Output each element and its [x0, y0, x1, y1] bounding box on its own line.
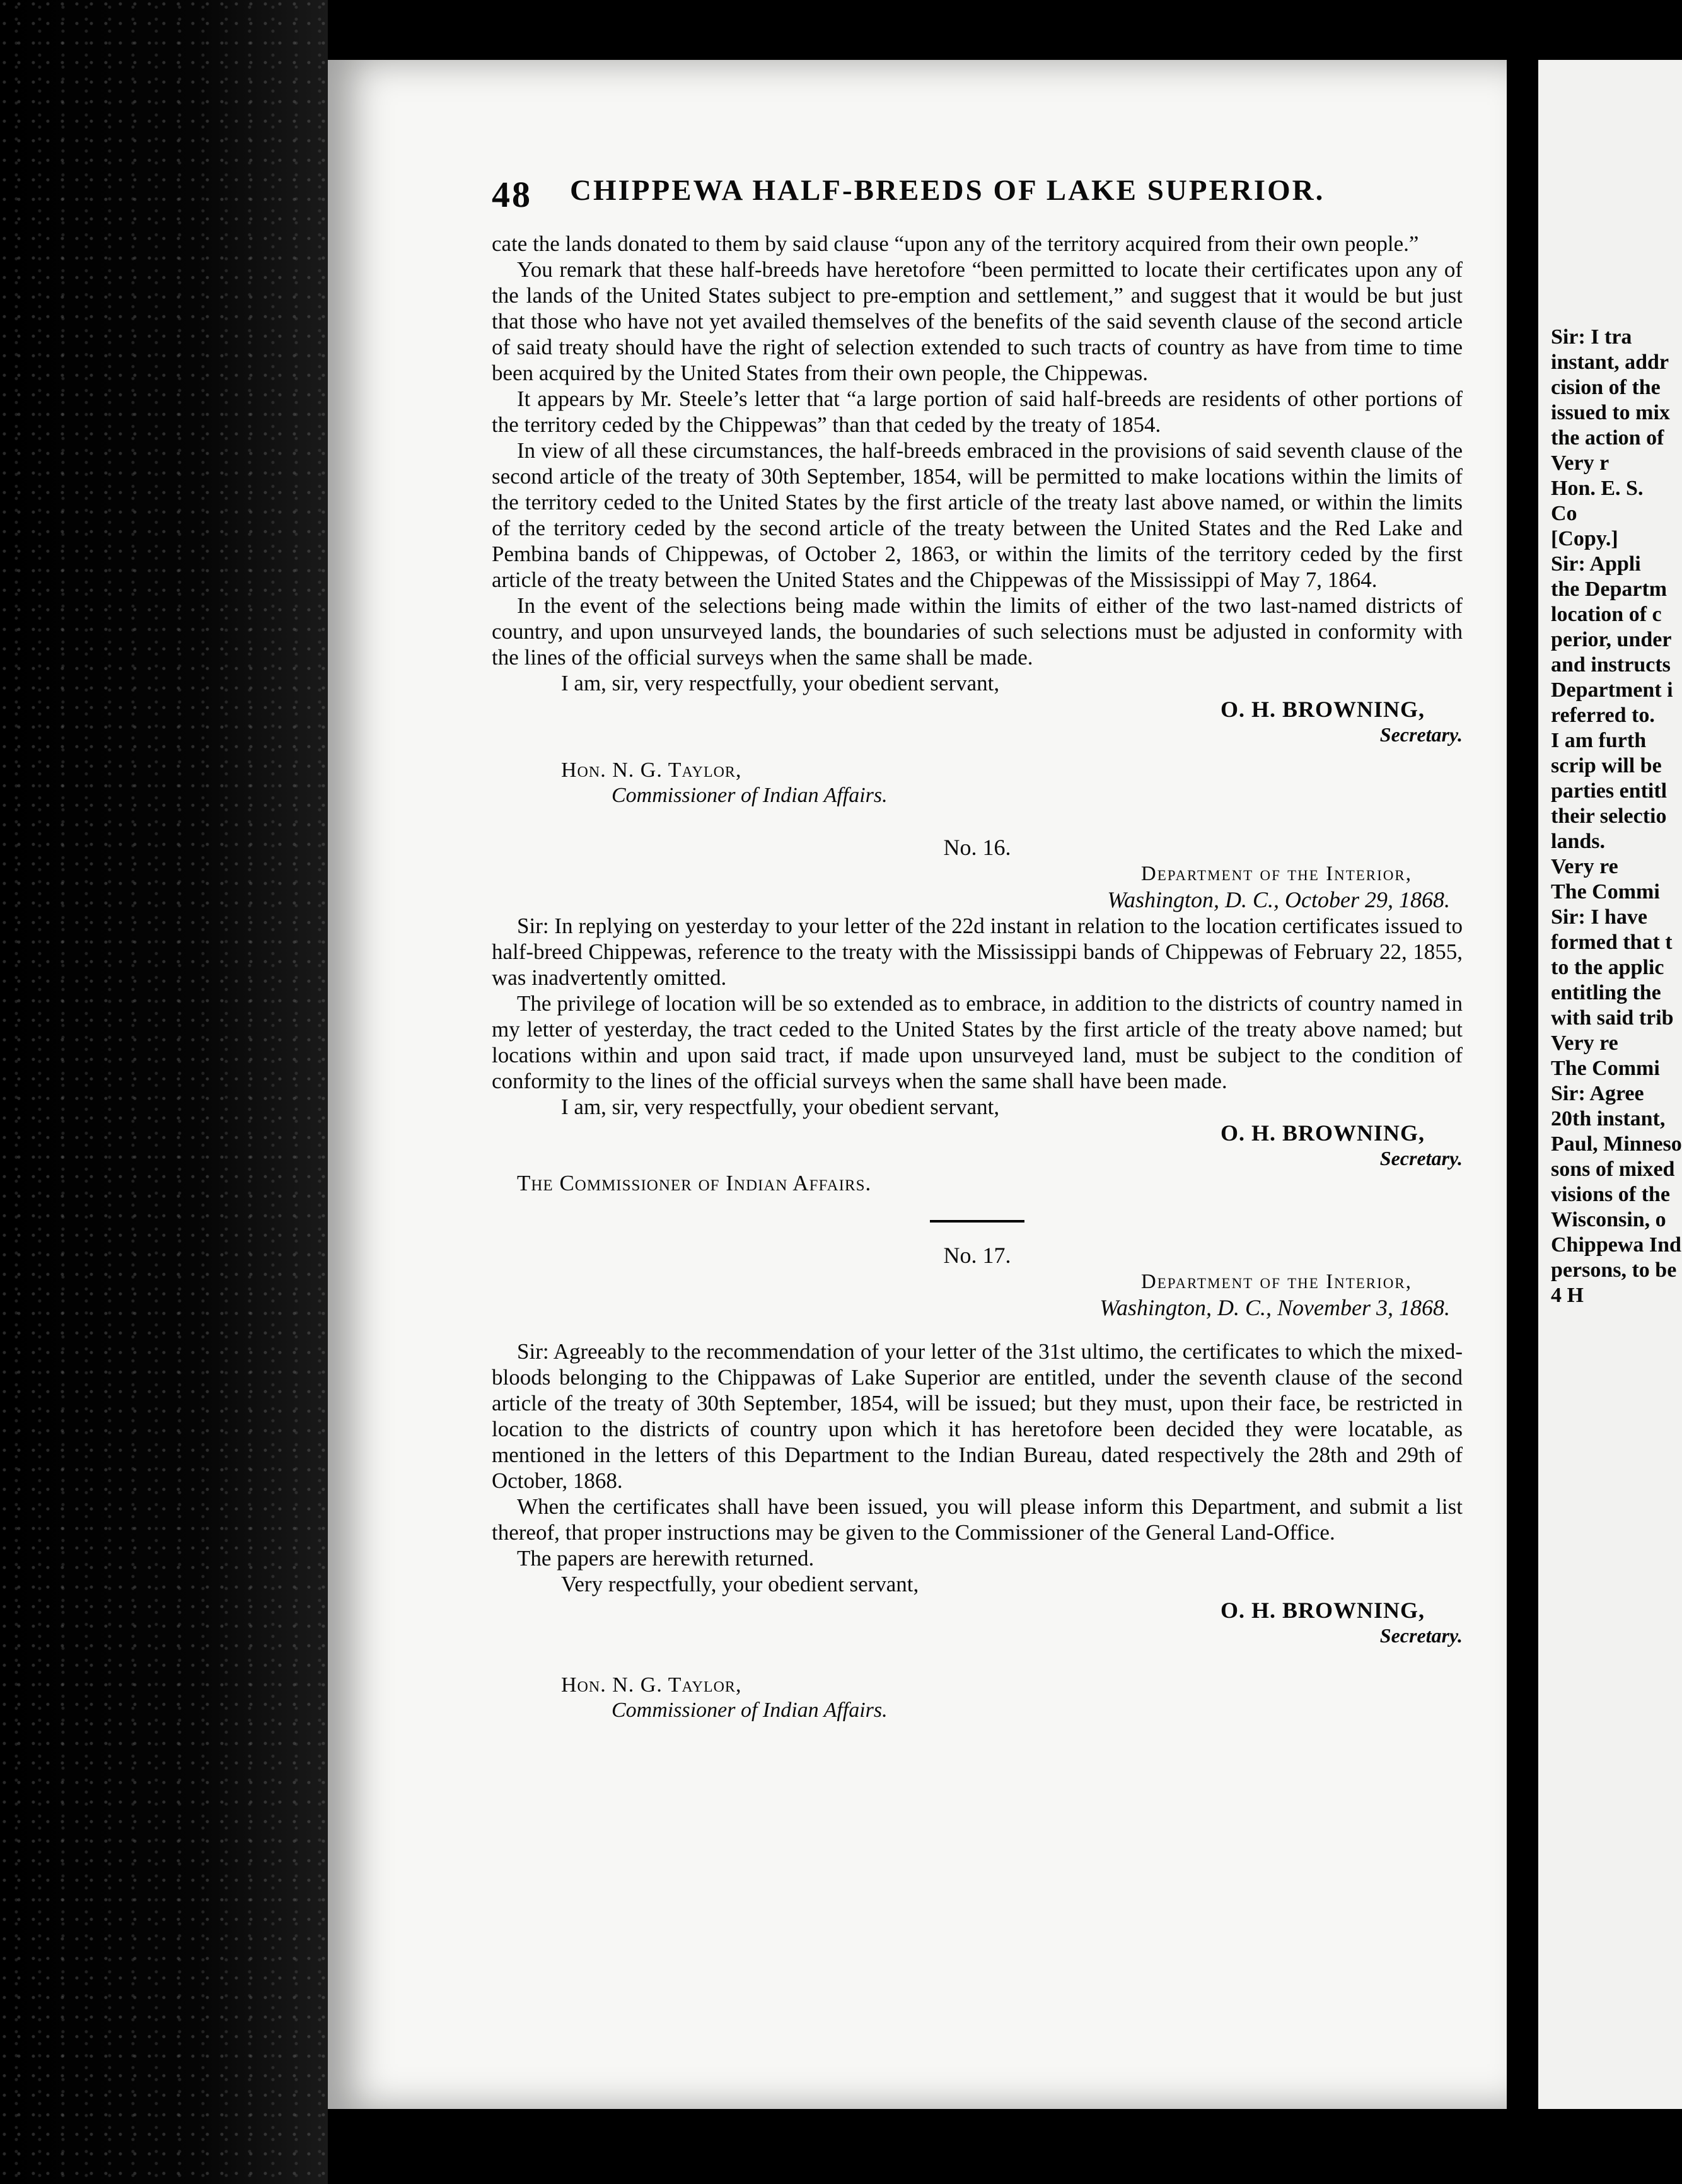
facing-page-line: entitling the	[1551, 981, 1661, 1004]
letter15-paragraph: cate the lands donated to them by said clause “upon any of the territory acquired from their own people.”	[492, 231, 1419, 256]
facing-page-line: Very re	[1551, 855, 1618, 878]
addressee-name: Hon. N. G. Taylor,	[561, 758, 742, 782]
letter16-closing: I am, sir, very respectfully, your obedient servant,	[561, 1095, 1000, 1119]
letter16-addressee: The Commissioner of Indian Affairs.	[517, 1171, 872, 1195]
letter16-department: Department of the Interior,	[1140, 863, 1412, 885]
running-header	[492, 173, 1463, 216]
facing-page-line: Sir: I tra	[1551, 325, 1632, 349]
page-number: 48	[492, 174, 532, 215]
facing-page-line: with said trib	[1551, 1006, 1674, 1030]
letter15-paragraph: It appears by Mr. Steele’s letter that “a large portion of said half-breeds are residents of other portions of the territory ceded by the Chippewas” than that ceded by the treaty of 1854.	[492, 386, 1463, 437]
facing-page-line: perior, under	[1551, 628, 1672, 651]
facing-page-line: Wisconsin, o	[1551, 1208, 1666, 1231]
facing-page-line: parties entitl	[1551, 779, 1668, 803]
addressee-name: Hon. N. G. Taylor,	[561, 1673, 742, 1697]
letter16-signer: O. H. BROWNING,	[1220, 1120, 1425, 1146]
facing-page-line: Paul, Minneso	[1551, 1132, 1682, 1156]
letter17-number: No. 17.	[943, 1243, 1011, 1268]
facing-page-line: persons, to be	[1551, 1258, 1677, 1282]
letter15-paragraph: In view of all these circumstances, the half-breeds embraced in the provisions of said seventh clause of the second article of the treaty of 30th September, 1854, will be permitted to make locations within the limits of the territory ceded to the United States by the first article of the treaty last above named, or within the limits of the territory ceded by the second article of the treaty between the United States and the Red Lake and Pembina bands of Chippewas, of October 2, 1863, or within the limits of the territory ceded by the first article of the treaty between the United States and the Chippewas of the Mississippi of May 7, 1864.	[492, 438, 1463, 592]
running-title: CHIPPEWA HALF-BREEDS OF LAKE SUPERIOR.	[570, 174, 1325, 207]
facing-page-line: to the applic	[1551, 956, 1664, 979]
facing-page-line: and instructs	[1551, 653, 1671, 677]
facing-page-line: formed that t	[1551, 931, 1673, 954]
facing-page-line: I am furth	[1551, 729, 1647, 752]
letter17-dateline: Washington, D. C., November 3, 1868.	[1099, 1295, 1450, 1320]
facing-page-line: lands.	[1551, 830, 1605, 853]
facing-page-line: their selectio	[1551, 804, 1667, 828]
facing-page-line: Sir: Agree	[1551, 1082, 1644, 1105]
letter17-paragraph: When the certificates shall have been issued, you will please inform this Department, and submit a list thereof, that proper instructions may be given to the Commissioner of the General Land-Office.	[492, 1494, 1463, 1545]
book-page	[328, 60, 1507, 2109]
facing-page-line: 20th instant,	[1551, 1107, 1666, 1130]
facing-page-line: Very r	[1551, 451, 1610, 475]
letter17-department: Department of the Interior,	[1140, 1270, 1412, 1293]
facing-page-line: location of c	[1551, 603, 1662, 626]
facing-page-text	[1538, 60, 1682, 1308]
letter15-addressee	[492, 758, 1463, 808]
letter16-paragraph: The privilege of location will be so extended as to embrace, in addition to the districts of country named in my letter of yesterday, the tract ceded to the United States by the first article of the treaty above named; but locations within and upon said tract, if made upon unsurveyed land, must be subject to the condition of conformity to the lines of the official surveys when the same shall have been made.	[492, 991, 1463, 1093]
facing-page-line: cision of the	[1551, 376, 1661, 399]
facing-page-line: The Commi	[1551, 1057, 1660, 1080]
letter17-signer: O. H. BROWNING,	[1220, 1598, 1425, 1623]
facing-page-line: The Commi	[1551, 880, 1660, 903]
letter15-signer: O. H. BROWNING,	[1220, 697, 1425, 722]
facing-page-line: Hon. E. S.	[1551, 477, 1644, 500]
page-content	[492, 173, 1463, 1723]
facing-page-line: [Copy.]	[1551, 527, 1618, 550]
facing-page-line: visions of the	[1551, 1183, 1670, 1206]
facing-page-line: instant, addr	[1551, 351, 1669, 374]
letter16-signer-title: Secretary.	[1379, 1147, 1463, 1170]
addressee-title: Commissioner of Indian Affairs.	[612, 1699, 888, 1722]
page-gutter	[1507, 50, 1538, 2131]
facing-page-line: issued to mix	[1551, 401, 1670, 424]
addressee-title: Commissioner of Indian Affairs.	[612, 784, 888, 807]
letter17-closing: Very respectfully, your obedient servant,	[561, 1572, 919, 1596]
facing-page-line: Chippewa Ind	[1551, 1233, 1681, 1257]
facing-page-line: 4 H	[1551, 1284, 1584, 1307]
spacer	[492, 1321, 1463, 1339]
facing-page	[1538, 60, 1682, 2109]
facing-page-line: Sir: I have	[1551, 905, 1647, 929]
facing-page-line: Department i	[1551, 678, 1673, 702]
facing-page-line: Very re	[1551, 1031, 1618, 1055]
facing-page-line: referred to.	[1551, 704, 1655, 727]
facing-page-line: scrip will be	[1551, 754, 1662, 777]
letter17-paragraph: Sir: Agreeably to the recommendation of your letter of the 31st ultimo, the certificates to which the mixed-bloods belonging to the Chippawas of Lake Superior are entitled, under the seventh clause of the second article of the treaty of 30th September, 1854, will be issued; but they must, upon their face, be restricted in location to the districts of country upon which it has heretofore been decided they were locatable, as mentioned in the letters of this Department to the Indian Bureau, dated respectively the 28th and 29th of October, 1868.	[492, 1339, 1463, 1493]
facing-page-line: Co	[1551, 502, 1577, 525]
scan-margin	[0, 0, 328, 2184]
facing-page-line: sons of mixed	[1551, 1158, 1675, 1181]
letter15-closing: I am, sir, very respectfully, your obedient servant,	[561, 671, 1000, 695]
facing-page-line: Sir: Appli	[1551, 552, 1641, 576]
letter16-paragraph: Sir: In replying on yesterday to your letter of the 22d instant in relation to the location certificates issued to half-breed Chippewas, reference to the treaty with the Mississippi bands of Chippewas of February 22, 1855, was inadvertently omitted.	[492, 914, 1463, 990]
section-divider	[930, 1220, 1024, 1223]
letter17-paragraph: The papers are herewith returned.	[517, 1546, 815, 1571]
facing-page-line: the Departm	[1551, 578, 1668, 601]
letter15-paragraph: You remark that these half-breeds have heretofore “been permitted to locate their certificates upon any of the lands of the United States subject to pre-emption and settlement,” and suggest that it would be but just that those who have not yet availed themselves of the benefits of the said seventh clause of the second article of said treaty should have the right of selection extended to such tracts of country as have from time to time been acquired by the United States from their own people, the Chippewas.	[492, 257, 1463, 385]
letter16-number: No. 16.	[943, 835, 1011, 860]
facing-page-line: the action of	[1551, 426, 1664, 450]
letter16-dateline: Washington, D. C., October 29, 1868.	[1107, 887, 1450, 912]
letter15-signer-title: Secretary.	[1379, 723, 1463, 746]
letter15-paragraph: In the event of the selections being made within the limits of either of the two last-named districts of country, and upon unsurveyed lands, the boundaries of such selections must be adjusted in conformity with the lines of the official surveys when the same shall be made.	[492, 593, 1463, 670]
letter17-signer-title: Secretary.	[1379, 1624, 1463, 1647]
letter17-addressee	[492, 1673, 1463, 1723]
